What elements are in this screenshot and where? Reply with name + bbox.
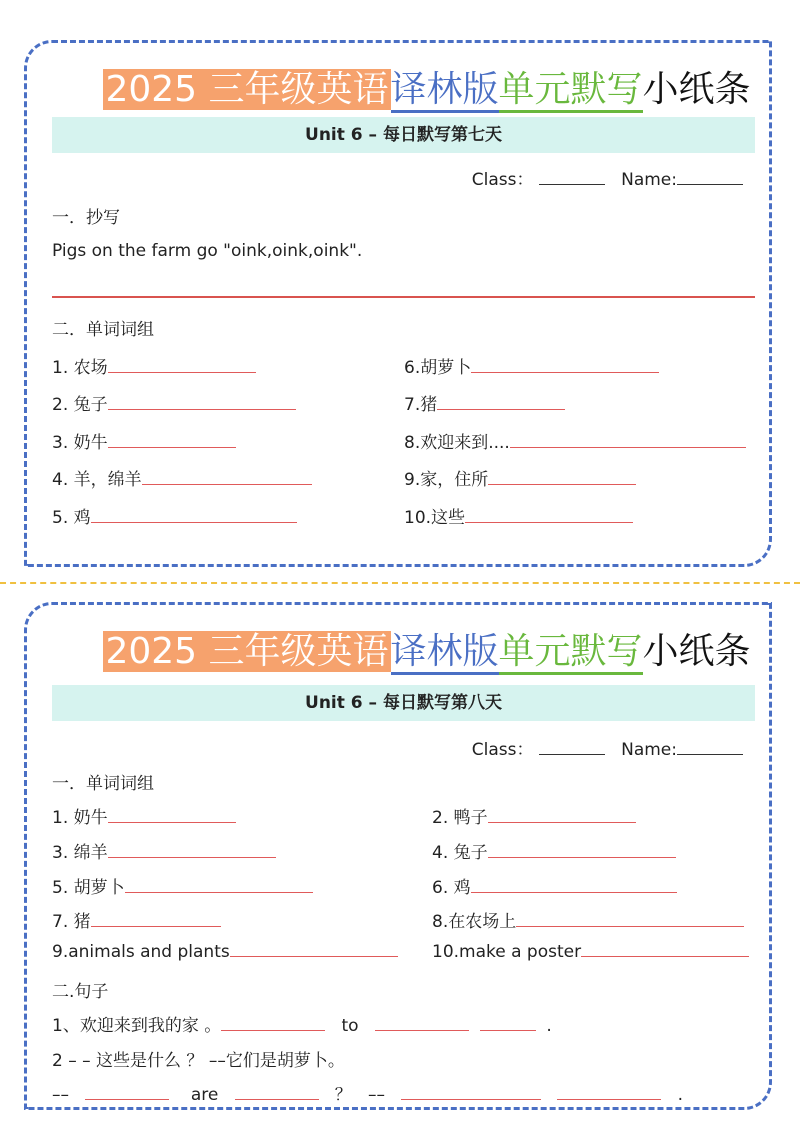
- answer-blank[interactable]: [437, 395, 565, 410]
- answer-blank[interactable]: [235, 1085, 319, 1100]
- answer-blank[interactable]: [510, 433, 746, 448]
- answer-blank[interactable]: [85, 1085, 169, 1100]
- word-item: 9.家，住所: [404, 465, 636, 490]
- section-words-title: 一．单词词组: [52, 774, 154, 794]
- unit-subtitle: Unit 6 – 每日默写第七天: [52, 117, 755, 153]
- title-part-unit: 单元默写: [499, 631, 643, 675]
- sentence-2-prompt: 2 – – 这些是什么 ？ ––它们是胡萝卜。: [52, 1051, 345, 1071]
- class-blank[interactable]: [539, 170, 605, 185]
- answer-blank[interactable]: [488, 470, 636, 485]
- word-item: 3. 奶牛: [52, 428, 236, 453]
- class-name-line: [472, 735, 743, 760]
- sentence-1: 1、欢迎来到我的家 。 to .: [52, 1016, 552, 1036]
- sentence-2-answer: –– are ？ –– .: [52, 1085, 684, 1105]
- answer-blank[interactable]: [471, 878, 677, 893]
- answer-blank[interactable]: [142, 470, 312, 485]
- card-title: [97, 623, 757, 674]
- unit-subtitle: Unit 6 – 每日默写第八天: [52, 685, 755, 721]
- answer-blank[interactable]: [401, 1085, 541, 1100]
- word-item: 9.animals and plants: [52, 942, 398, 962]
- class-label: Class：: [471, 740, 534, 760]
- title-part-year-grade: 2025 三年级英语: [105, 631, 389, 672]
- section-copy-title: 一．抄写: [52, 208, 120, 228]
- dictation-card-day8: [24, 602, 772, 1110]
- class-label: Class：: [471, 170, 534, 190]
- copy-writing-line[interactable]: [52, 296, 755, 298]
- word-item: 4. 兔子: [432, 838, 676, 863]
- class-name-line: [472, 165, 743, 190]
- name-label: Name:: [621, 170, 677, 190]
- answer-blank[interactable]: [108, 395, 296, 410]
- word-item: 7. 猪: [52, 907, 221, 932]
- dictation-card-day7: [24, 40, 772, 567]
- answer-blank[interactable]: [488, 843, 676, 858]
- title-part-edition: 译林版: [391, 69, 499, 113]
- title-part-unit: 单元默写: [499, 69, 643, 113]
- section-sentences-title: 二.句子: [52, 982, 109, 1002]
- answer-blank[interactable]: [557, 1085, 661, 1100]
- word-item: 10.这些: [404, 503, 633, 528]
- word-item: 6.胡萝卜: [404, 353, 659, 378]
- name-blank[interactable]: [677, 170, 743, 185]
- answer-blank[interactable]: [480, 1016, 536, 1031]
- answer-blank[interactable]: [221, 1016, 325, 1031]
- answer-blank[interactable]: [375, 1016, 469, 1031]
- answer-blank[interactable]: [230, 942, 398, 957]
- answer-blank[interactable]: [91, 912, 221, 927]
- word-item: 2. 鸭子: [432, 803, 636, 828]
- section-words-title: 二．单词词组: [52, 320, 154, 340]
- name-label: Name:: [621, 740, 677, 760]
- word-item: 10.make a poster: [432, 942, 749, 962]
- answer-blank[interactable]: [91, 508, 297, 523]
- class-blank[interactable]: [539, 740, 605, 755]
- answer-blank[interactable]: [108, 433, 236, 448]
- card-title: [97, 61, 757, 112]
- title-part-edition: 译林版: [391, 631, 499, 675]
- word-item: 2. 兔子: [52, 390, 296, 415]
- title-part-note: 小纸条: [642, 631, 751, 672]
- title-part-year-grade: 2025 三年级英语: [105, 69, 389, 110]
- answer-blank[interactable]: [516, 912, 744, 927]
- answer-blank[interactable]: [581, 942, 749, 957]
- word-item: 1. 奶牛: [52, 803, 236, 828]
- word-item: 5. 鸡: [52, 503, 297, 528]
- name-blank[interactable]: [677, 740, 743, 755]
- answer-blank[interactable]: [108, 843, 276, 858]
- cut-line: [0, 582, 800, 584]
- word-item: 4. 羊，绵羊: [52, 465, 312, 490]
- word-item: 3. 绵羊: [52, 838, 276, 863]
- word-item: 8.在农场上: [432, 907, 744, 932]
- answer-blank[interactable]: [488, 808, 636, 823]
- word-item: 6. 鸡: [432, 873, 677, 898]
- title-part-note: 小纸条: [642, 69, 751, 110]
- answer-blank[interactable]: [125, 878, 313, 893]
- answer-blank[interactable]: [108, 358, 256, 373]
- copy-sentence: Pigs on the farm go "oink,oink,oink".: [52, 241, 363, 261]
- answer-blank[interactable]: [465, 508, 633, 523]
- word-item: 5. 胡萝卜: [52, 873, 313, 898]
- answer-blank[interactable]: [471, 358, 659, 373]
- word-item: 7.猪: [404, 390, 565, 415]
- word-item: 1. 农场: [52, 353, 256, 378]
- answer-blank[interactable]: [108, 808, 236, 823]
- word-item: 8.欢迎来到....: [404, 428, 746, 453]
